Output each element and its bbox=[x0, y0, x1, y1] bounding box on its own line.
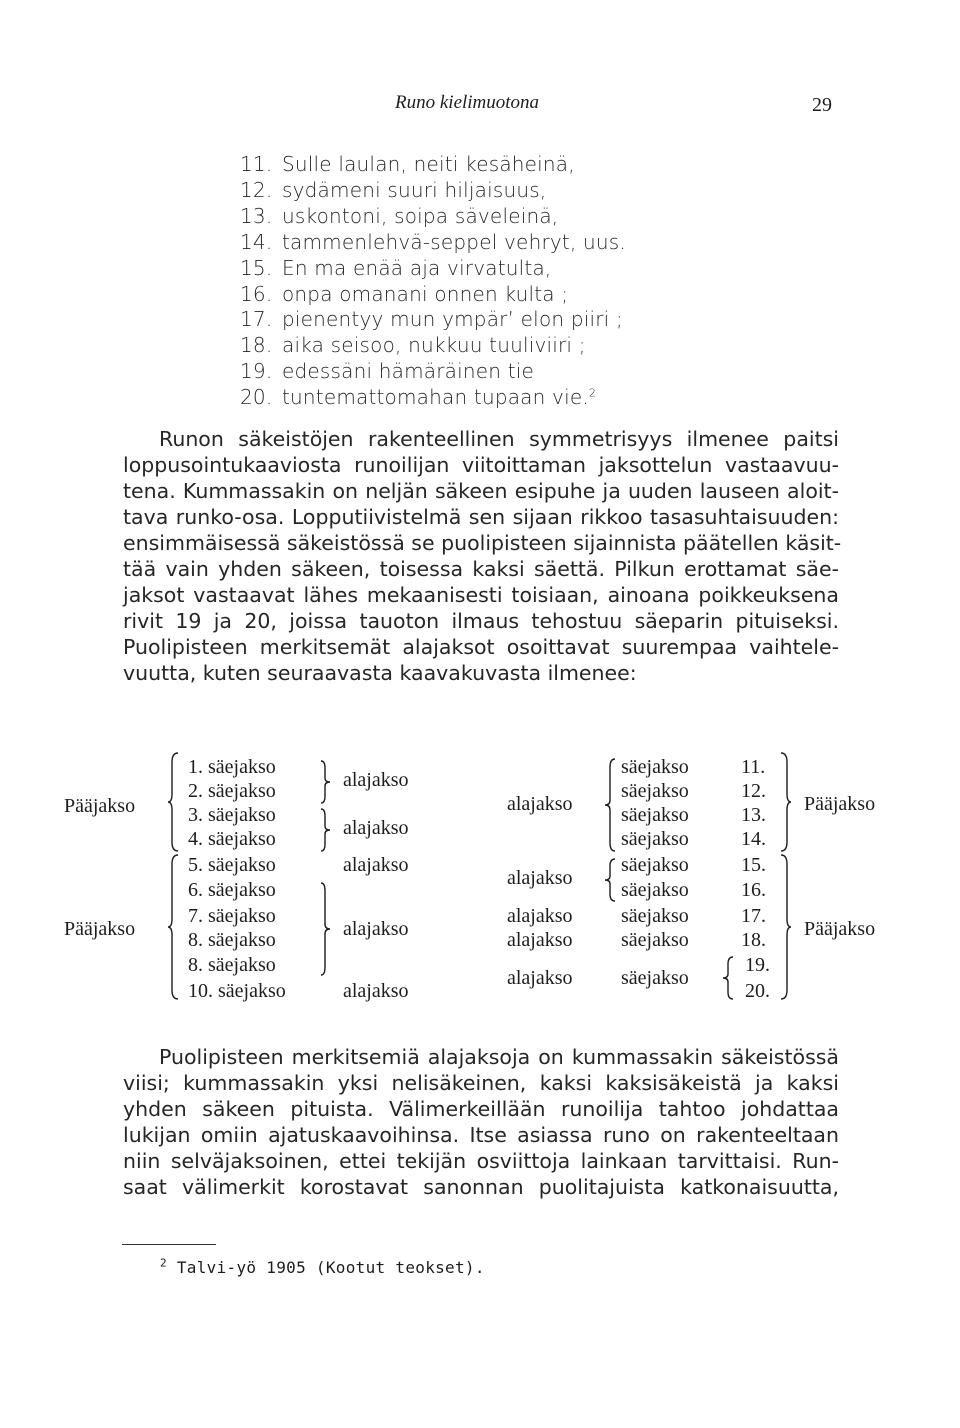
text-line: viisi; kummassakin yksi nelisäkeinen, kaksi kaksisäkeistä ja kaksi bbox=[123, 1071, 839, 1095]
schema-line: säejakso bbox=[621, 879, 689, 901]
brace-icon bbox=[320, 808, 332, 852]
schema-sub-label: alajakso bbox=[507, 793, 573, 815]
brace-icon bbox=[320, 882, 332, 976]
schema-line: säejakso bbox=[621, 804, 689, 826]
text-line: lukijan omiin ajatuskaavoihinsa. Itse asiassa runo on rakenteeltaan bbox=[123, 1123, 839, 1147]
poem-line: 14. tammenlehvä-seppel vehryt, uus. bbox=[240, 230, 626, 254]
schema-line: 8. säejakso bbox=[188, 929, 276, 951]
schema-line: 5. säejakso bbox=[188, 854, 276, 876]
footnote-marker: 2 bbox=[160, 1256, 167, 1270]
schema-sub-label: alajakso bbox=[507, 967, 573, 989]
running-header-title: Runo kielimuotona bbox=[395, 92, 540, 113]
text-line: Puolipisteen merkitsemiä alajaksoja on kummassakin säkeistössä bbox=[159, 1045, 839, 1069]
schema-line: säejakso bbox=[621, 780, 689, 802]
poem-line: 12. sydämeni suuri hiljaisuus, bbox=[240, 178, 547, 202]
text-line: saat välimerkit korostavat sanonnan puolitajuista katkonaisuutta, bbox=[123, 1175, 839, 1199]
brace-icon bbox=[780, 854, 792, 1000]
text-line: loppusointukaaviosta runoilijan viitoittaman jaksottelun vastaavuu- bbox=[123, 453, 839, 477]
schema-number: 15. bbox=[741, 854, 766, 876]
footnote-text: Talvi-yö 1905 (Kootut teokset). bbox=[176, 1258, 485, 1277]
poem-line: 15. En ma enää aja virvatulta, bbox=[240, 256, 552, 280]
schema-sub-label: alajakso bbox=[507, 929, 573, 951]
schema-line: säejakso bbox=[621, 854, 689, 876]
brace-icon bbox=[168, 752, 180, 852]
schema-line: 8. säejakso bbox=[188, 954, 276, 976]
body-paragraph-1 bbox=[123, 426, 842, 686]
text-line: Runon säkeistöjen rakenteellinen symmetrisyys ilmenee paitsi bbox=[159, 427, 839, 451]
schema-line: 2. säejakso bbox=[188, 780, 276, 802]
schema-number: 14. bbox=[741, 828, 766, 850]
text-line: Puolipisteen merkitsemät alajaksot osoittavat suurempaa vaihtele- bbox=[123, 635, 839, 659]
text-line: ensimmäisessä säkeistössä se puolipisteen sijainnista päätellen käsit- bbox=[123, 531, 842, 555]
schema-line: säejakso bbox=[621, 828, 689, 850]
schema-number: 16. bbox=[741, 879, 766, 901]
poem-line: 13. uskontoni, soipa säveleinä, bbox=[240, 204, 559, 228]
text-line: tava runko-osa. Lopputiivistelmä sen sijaan rikkoo tasasuhtaisuuden: bbox=[123, 505, 839, 529]
poem-line: 16. onpa omanani onnen kulta ; bbox=[240, 282, 569, 306]
page-number: 29 bbox=[812, 94, 832, 116]
schema-number: 20. bbox=[745, 980, 770, 1002]
text-line: jaksot vastaavat lähes mekaanisesti toisiaan, ainoana poikkeuksena bbox=[123, 583, 839, 607]
schema-number: 11. bbox=[741, 756, 766, 778]
schema-line: säejakso bbox=[621, 905, 689, 927]
schema-sub-label: alajakso bbox=[343, 817, 409, 839]
brace-icon bbox=[168, 854, 180, 1000]
schema-line: säejakso bbox=[621, 929, 689, 951]
schema-line: säejakso bbox=[621, 756, 689, 778]
schema-number: 19. bbox=[745, 954, 770, 976]
poem-line: 11. Sulle laulan, neiti kesäheinä, bbox=[240, 152, 575, 176]
text-line: niin selväjaksoinen, ettei tekijän osviittoja lainkaan tarvittaisi. Run- bbox=[123, 1149, 839, 1173]
schema-number: 17. bbox=[741, 905, 766, 927]
schema-number: 18. bbox=[741, 929, 766, 951]
schema-line: 6. säejakso bbox=[188, 879, 276, 901]
brace-icon bbox=[722, 956, 734, 1000]
brace-icon bbox=[320, 760, 332, 804]
brace-icon bbox=[780, 752, 792, 852]
text-line: vuutta, kuten seuraavasta kaavakuvasta ilmenee: bbox=[123, 661, 637, 685]
poem-line: 19. edessäni hämäräinen tie bbox=[240, 359, 535, 383]
schema-major-label: Pääjakso bbox=[64, 918, 136, 940]
schema-sub-label: alajakso bbox=[343, 769, 409, 791]
poem-line: 17. pienentyy mun ympär’ elon piiri ; bbox=[240, 307, 623, 331]
schema-number: 13. bbox=[741, 804, 766, 826]
schema-line: 4. säejakso bbox=[188, 828, 276, 850]
footnote bbox=[160, 1258, 485, 1277]
footnote-divider bbox=[122, 1244, 216, 1245]
text-line: rivit 19 ja 20, joissa tauoton ilmaus tehostuu säeparin pituiseksi. bbox=[123, 609, 839, 633]
schema-line: 7. säejakso bbox=[188, 905, 276, 927]
footnote-marker: 2 bbox=[588, 386, 597, 400]
schema-sub-label: alajakso bbox=[507, 867, 573, 889]
brace-icon bbox=[604, 858, 616, 902]
schema-line: 3. säejakso bbox=[188, 804, 276, 826]
schema-sub-label: alajakso bbox=[507, 905, 573, 927]
schema-line: säejakso bbox=[621, 967, 689, 989]
body-paragraph-2 bbox=[123, 1044, 839, 1200]
schema-sub-label: alajakso bbox=[343, 980, 409, 1002]
schema-major-label: Pääjakso bbox=[804, 793, 876, 815]
brace-icon bbox=[604, 758, 616, 852]
schema-sub-label: alajakso bbox=[343, 854, 409, 876]
text-line: yhden säkeen pituista. Välimerkeillään runoilija tahtoo johdattaa bbox=[123, 1097, 839, 1121]
schema-major-label: Pääjakso bbox=[64, 795, 136, 817]
poem-line: 20. tuntemattomahan tupaan vie.$^2$ bbox=[240, 385, 597, 409]
schema-line: 10. säejakso bbox=[188, 980, 286, 1002]
text-line: tää vain yhden säkeen, toisessa kaksi säettä. Pilkun erottamat säe- bbox=[123, 557, 839, 581]
poem-line: 18. aika seisoo, nukkuu tuuliviiri ; bbox=[240, 333, 586, 357]
schema-major-label: Pääjakso bbox=[804, 918, 876, 940]
schema-line: 1. säejakso bbox=[188, 756, 276, 778]
schema-number: 12. bbox=[741, 780, 766, 802]
schema-sub-label: alajakso bbox=[343, 918, 409, 940]
text-line: tena. Kummassakin on neljän säkeen esipuhe ja uuden lauseen aloit- bbox=[123, 479, 839, 503]
